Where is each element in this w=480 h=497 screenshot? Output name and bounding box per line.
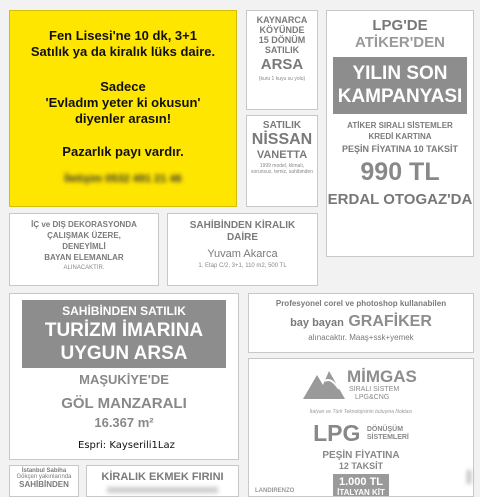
ad7-line2: TURİZM İMARINA xyxy=(44,320,204,341)
ad9-lpg-sub2: SİSTEMLERİ xyxy=(366,433,409,441)
ad1-line2: Satılık ya da kiralık lüks daire. xyxy=(30,44,216,59)
ad1-phone: İletişim 0532 491 21 46 xyxy=(64,173,182,185)
ad9-lpg: LPG xyxy=(313,420,361,446)
ad-lpg-atiker xyxy=(326,10,474,257)
ad11-line1: KİRALIK EKMEK FIRINI xyxy=(101,471,224,483)
ad-fen-lisesi-daire xyxy=(9,10,237,207)
ad3-sub3: PEŞİN FİYATINA 10 TAKSİT xyxy=(341,144,459,154)
ad9-motto: İtalyan ve Türk Teknolojisinin buluşma Noktası xyxy=(309,409,413,415)
ad4-line2: NİSSAN xyxy=(251,131,313,148)
ad9-lpg-sub1: DÖNÜŞÜM xyxy=(366,425,404,433)
ad2-line4: SATILIK xyxy=(264,45,300,55)
ad8-line3: alınacaktır. Maaş+ssk+yemek xyxy=(308,333,414,342)
ad1-line6: Pazarlık payı vardır. xyxy=(62,144,184,159)
ad-mimgas xyxy=(248,358,474,497)
ad5-line2: ÇALIŞMAK ÜZERE, xyxy=(47,231,121,240)
ad3-title1: LPG'DE xyxy=(372,17,428,34)
ad-grafiker xyxy=(248,293,474,353)
ad-turizm-arsa xyxy=(9,293,239,460)
ad5-line1: İÇ ve DIŞ DEKORASYONDA xyxy=(31,220,137,229)
ad9-footer: İTALYAN KİT xyxy=(337,488,385,497)
ad2-line3: 15 DÖNÜM xyxy=(258,35,306,45)
ad5-small: ALINACAKTIR. xyxy=(63,265,105,271)
ad9-brand-sub1: SIRALI SİSTEM xyxy=(349,386,400,393)
ad8-line1: Profesyonel corel ve photoshop kullanabilen xyxy=(275,299,447,308)
ad9-price-box xyxy=(333,474,389,497)
ad2-line2: KÖYÜNDE xyxy=(259,25,305,35)
mountain-logo-icon xyxy=(301,367,347,401)
ad9-lpg-subs xyxy=(367,426,409,442)
ad6-line1: SAHİBİNDEN KİRALIK xyxy=(189,220,296,231)
ad3-footer: ERDAL OTOGAZ'DA xyxy=(327,191,473,208)
ad-dekorasyon-eleman xyxy=(9,213,159,286)
ad3-title2: ATİKER'DEN xyxy=(355,34,445,51)
ad3-sub2: KREDİ KARTINA xyxy=(368,132,432,141)
ad7-line4: MAŞUKİYE'DE xyxy=(79,372,169,387)
ad8-line2a: bay bayan xyxy=(290,317,344,329)
ad3-title xyxy=(327,17,473,51)
ad4-line3: VANETTA xyxy=(256,149,308,161)
ad6-line3: Yuvam Akarca xyxy=(207,248,278,260)
ad9-brand: MİMGAS xyxy=(347,367,417,386)
ad9-logo: LANDIRENZO xyxy=(255,488,295,494)
ad2-line5: ARSA xyxy=(260,56,304,73)
ad9-line2: 12 TAKSİT xyxy=(338,461,384,471)
ad5-line3: DENEYİMLİ xyxy=(62,242,106,251)
ad7-line1: SAHİBİNDEN SATILIK xyxy=(62,304,186,318)
ad2-line1: KAYNARCA xyxy=(256,15,308,25)
ad4-small: 1999 model, klimalı, sorunsuz, temiz, sahibinden xyxy=(251,163,313,175)
ad1-line3: Sadece xyxy=(100,79,146,94)
ad7-line5: GÖL MANZARALI xyxy=(61,395,187,412)
ad8-line2 xyxy=(249,313,473,331)
ad2-small: (kuru 1 kuyu su yolu) xyxy=(258,76,306,82)
ad6-line2: DAİRE xyxy=(226,232,259,243)
ad-nissan-vanetta xyxy=(246,115,318,207)
ad9-brand-sub2: LPG&CNG xyxy=(355,394,390,401)
ad10-line1: İstanbul Sabiha xyxy=(21,468,67,474)
ad10-line2: Gökçen yakınlarında xyxy=(16,474,72,480)
ad-kiralik-firin xyxy=(86,465,239,497)
ad9-brand-row xyxy=(249,359,473,405)
ad9-lpg-row xyxy=(249,420,473,447)
ad3-sub1: ATİKER SIRALI SİSTEMLER xyxy=(347,121,453,130)
ad1-line4: 'Evladım yeter ki okusun' xyxy=(45,95,201,110)
ad5-line4: BAYAN ELEMANLAR xyxy=(44,253,124,262)
ad1-line1: Fen Lisesi'ne 10 dk, 3+1 xyxy=(49,28,197,43)
ad4-line1: SATILIK xyxy=(262,120,302,131)
ad-kaynarca-arsa xyxy=(246,10,318,110)
ad8-line2b: GRAFİKER xyxy=(348,313,432,330)
ad9-price: 1.000 TL xyxy=(338,476,384,488)
ad3-banner1: YILIN SON xyxy=(352,63,448,84)
ad11-blurred-line xyxy=(107,487,218,493)
ad-sabiha-gokcen xyxy=(9,465,79,497)
ad-kiralik-daire xyxy=(167,213,318,286)
ad7-watermark: Espri: Kayserili1Laz xyxy=(78,440,175,451)
ad1-line5: diyenler arasın! xyxy=(74,111,172,126)
ad6-line4: 1. Etap C/2, 3+1, 110 m2, 500 TL xyxy=(198,263,287,269)
ad9-line1: PEŞİN FİYATINA xyxy=(322,450,400,461)
ad10-line3: SAHİBİNDEN xyxy=(19,480,69,489)
edge-blur-mark xyxy=(467,470,471,484)
ad7-line3: UYGUN ARSA xyxy=(60,343,188,364)
ad7-line6: 16.367 m² xyxy=(94,415,154,430)
ad7-banner xyxy=(22,300,226,368)
right-edge-blur xyxy=(464,470,474,490)
ad3-banner2: KAMPANYASI xyxy=(337,86,463,107)
ad3-banner xyxy=(333,57,467,114)
ad3-price: 990 TL xyxy=(360,158,440,186)
